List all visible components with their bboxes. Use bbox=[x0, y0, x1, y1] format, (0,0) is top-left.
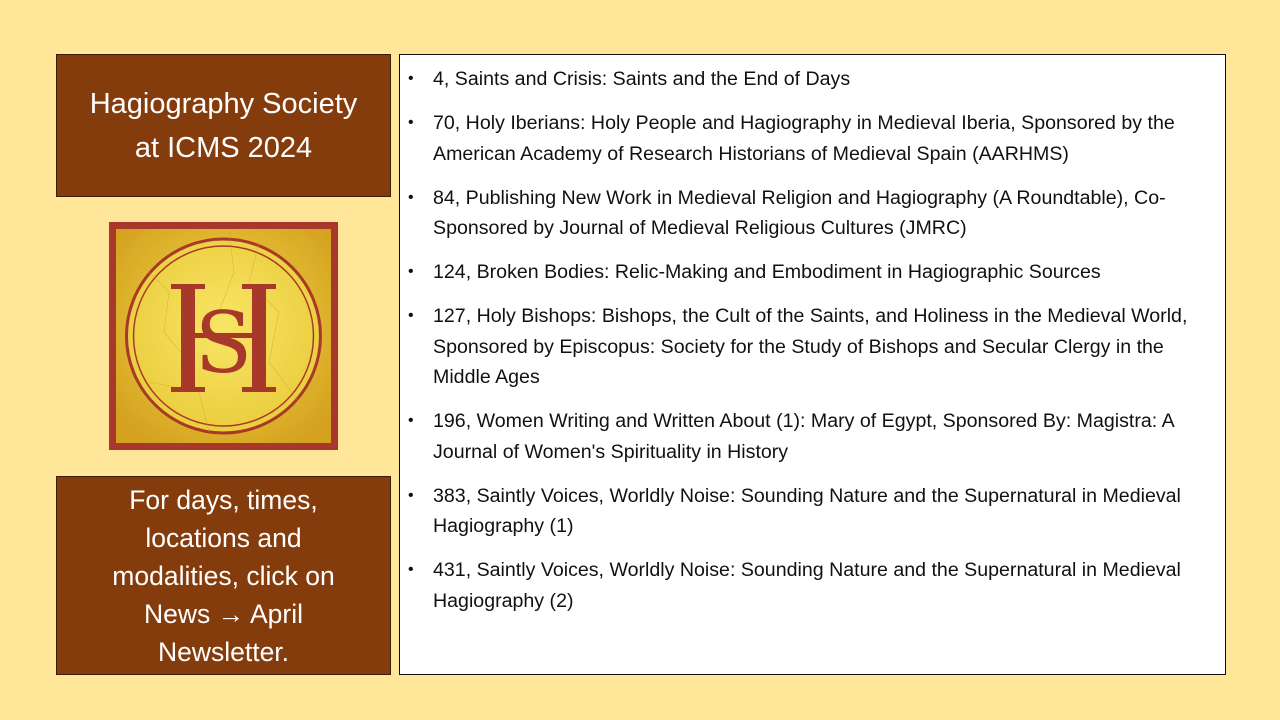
bullet-icon: • bbox=[408, 70, 414, 87]
title-line-1: Hagiography Society bbox=[89, 87, 358, 120]
sessions-list-box bbox=[399, 54, 1226, 675]
session-item bbox=[400, 64, 1215, 95]
bullet-icon: • bbox=[408, 486, 414, 504]
session-text: 431, Saintly Voices, Worldly Noise: Sounding Nature and the Supernatural in Medieval Hagiography (2) bbox=[433, 559, 1181, 612]
title-box bbox=[56, 54, 391, 197]
info-line: For days, times, bbox=[129, 484, 318, 515]
session-item bbox=[400, 108, 1215, 169]
bullet-icon: • bbox=[408, 263, 414, 280]
slide-title bbox=[90, 82, 358, 170]
session-text: 4, Saints and Crisis: Saints and the End of Days bbox=[433, 68, 851, 90]
newsletter-instructions bbox=[106, 481, 340, 671]
title-line-2: at ICMS 2024 bbox=[134, 131, 313, 164]
sessions-list bbox=[400, 55, 1225, 616]
info-line: locations and bbox=[145, 522, 302, 553]
session-text: 127, Holy Bishops: Bishops, the Cult of the Saints, and Holiness in the Medieval World, Sponsored by Episcopus: Society for the Study of Bishops and Secular Clergy in the Middle Ages bbox=[433, 305, 1188, 388]
session-text: 383, Saintly Voices, Worldly Noise: Sounding Nature and the Supernatural in Medieval Hagiography (1) bbox=[433, 484, 1181, 537]
session-item bbox=[400, 406, 1215, 467]
bullet-icon: • bbox=[408, 412, 414, 429]
session-item bbox=[400, 183, 1215, 244]
bullet-icon: • bbox=[408, 114, 414, 131]
bullet-icon: • bbox=[408, 307, 414, 324]
session-item bbox=[400, 301, 1215, 393]
session-item bbox=[400, 257, 1215, 288]
session-item bbox=[400, 555, 1215, 616]
info-line: Newsletter. bbox=[157, 636, 290, 667]
session-item bbox=[400, 481, 1215, 542]
svg-text:S: S bbox=[194, 294, 253, 392]
session-text: 124, Broken Bodies: Relic-Making and Embodiment in Hagiographic Sources bbox=[433, 261, 1101, 283]
info-box bbox=[56, 476, 391, 675]
session-text: 196, Women Writing and Written About (1): Mary of Egypt, Sponsored By: Magistra: A Journal of Women's Spirituality in History bbox=[433, 410, 1174, 463]
bullet-icon: • bbox=[408, 188, 414, 206]
bullet-icon: • bbox=[408, 561, 414, 578]
info-line: News → April bbox=[143, 598, 304, 629]
session-text: 70, Holy Iberians: Holy People and Hagiography in Medieval Iberia, Sponsored by the American Academy of Research Historians of Medieval Spain (AARHMS) bbox=[433, 112, 1175, 165]
hagiography-society-logo-icon bbox=[109, 222, 338, 450]
session-text: 84, Publishing New Work in Medieval Religion and Hagiography (A Roundtable), Co-Sponsored by Journal of Medieval Religious Cultures (JMRC) bbox=[433, 186, 1166, 239]
info-line: modalities, click on bbox=[112, 560, 335, 591]
